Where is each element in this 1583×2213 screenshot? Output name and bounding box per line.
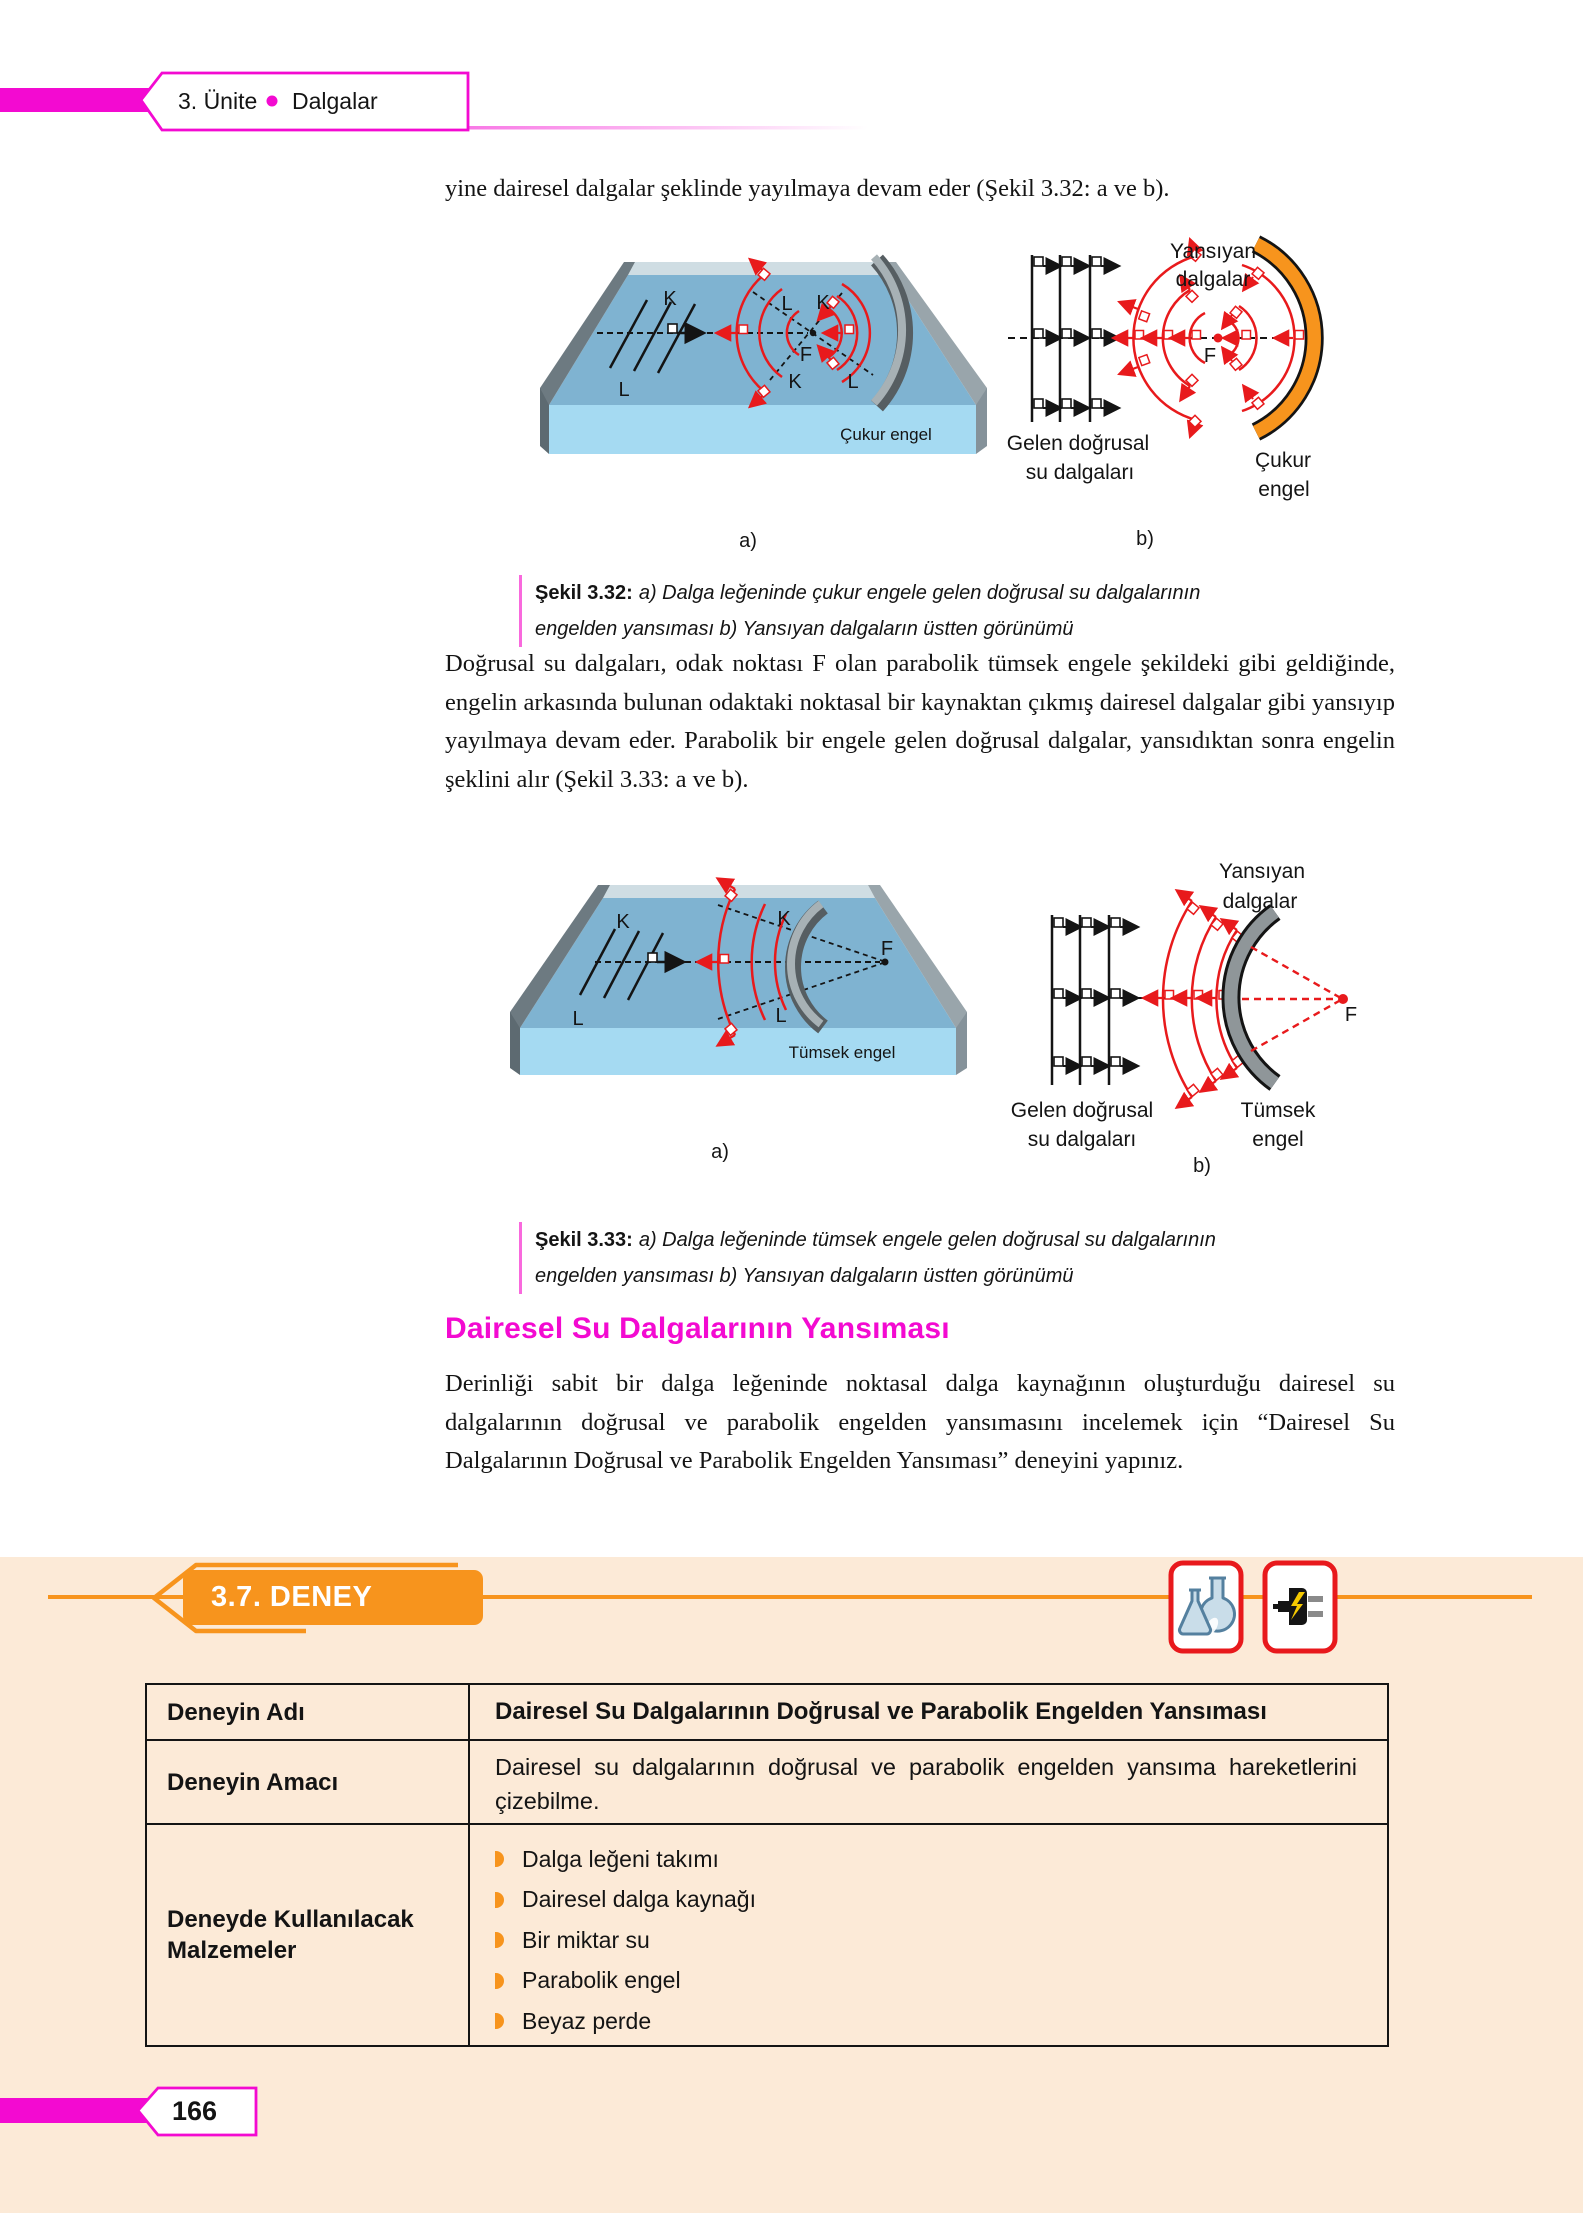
material-list-item [495,1880,1387,1921]
page-header [0,70,900,140]
label-l: L [847,371,859,393]
sub-label-a: a) [739,530,757,552]
incoming-waves-label: Gelen doğrusal [1006,432,1150,455]
caption-label: Şekil 3.32: [535,582,633,604]
header-tail-line [468,126,868,130]
experiment-badge-label: 3.7. DENEY [211,1581,373,1613]
sub-label-b: b) [1136,528,1154,550]
reflected-waves-label: Yansıyan [1170,240,1256,263]
caption-text: a) Dalga leğeninde çukur engele gelen doğrusal su dalgalarının engelden yansıması b) Yansıyan dalgaların üstten görünümü [535,582,1201,640]
experiment-badge [183,1570,483,1625]
paragraph-1: Doğrusal su dalgaları, odak noktası F olan parabolik tümsek engele şekildeki gibi geldiğinde, engelin arkasında bulunan odaktaki noktasal bir kaynaktan çıkmış dairesel dalgalar gibi yansıyıp yayılmaya devam eder. Parabolik bir engele gelen doğrusal dalgalar, yansıdıktan sonra engelin şeklini alır (Şekil 3.33: a ve b). [445,650,1395,793]
material-label: Dairesel dalga kaynağı [522,1886,756,1913]
flask-icon [1168,1560,1244,1654]
label-k: K [663,288,677,310]
figure-3-33-caption [519,1222,1255,1294]
obstacle-label: engel [1252,1128,1304,1151]
bullet-icon [495,2013,504,2029]
page-number: 166 [172,2096,218,2126]
table-row-purpose-value: Dairesel su dalgalarının doğrusal ve parabolik engelden yansıma hareketlerini çizebilme. [468,1739,1387,1823]
figure-3-33-panel-a [490,832,970,1162]
table-row-purpose-label: Deneyin Amacı [147,1739,468,1823]
obstacle-label: Tümsek [1240,1099,1316,1122]
label-f: F [799,344,813,366]
table-row-materials-label: Deneyde Kullanılacak Malzemeler [147,1823,468,2045]
table-row-name-label: Deneyin Adı [167,1698,305,1726]
label-l: L [618,379,630,401]
label-f: F [880,938,894,960]
material-list-item [495,1839,1387,1880]
incoming-waves-label: Gelen doğrusal [1010,1099,1154,1122]
table-row-name-value: Dairesel Su Dalgalarının Doğrusal ve Parabolik Engelden Yansıması [468,1685,1387,1739]
label-l: L [775,1005,787,1027]
sub-label-b: b) [1193,1155,1211,1177]
focus-point [810,330,816,336]
label-l: L [572,1008,584,1030]
unit-title: Dalgalar [292,88,378,114]
label-f: F [1344,1004,1358,1026]
label-k: K [777,908,791,930]
caption-text: a) Dalga leğeninde tümsek engele gelen doğrusal su dalgalarının engelden yansıması b) Yansıyan dalgaların üstten görünümü [535,1229,1216,1287]
figure-3-33-panel-b [990,820,1370,1180]
header-bar [0,88,153,112]
virtual-focus-rays [1242,947,1339,1051]
reflected-waves-label: dalgalar [1222,890,1298,913]
bullet-icon [495,1892,504,1908]
obstacle-label: engel [1258,478,1310,501]
separator-dot-icon [267,96,278,107]
caption-label: Şekil 3.33: [535,1229,633,1251]
incident-direction-arrows [1034,257,1116,408]
intro-paragraph: yine dairesel dalgalar şeklinde yayılmaya devam eder (Şekil 3.32: a ve b). [445,175,1170,202]
figure-3-32-panel-b [960,220,1360,550]
material-label: Beyaz perde [522,2007,652,2034]
wave-tank [510,885,967,1075]
figure-3-32-caption [519,575,1255,647]
material-label: Dalga leğeni takımı [522,1845,719,1872]
obstacle-label: Tümsek engel [788,1043,896,1062]
focus-point [1338,994,1348,1004]
bullet-icon [495,1851,504,1867]
experiment-table [145,1683,1389,2047]
obstacle-label: Çukur engel [840,425,932,444]
reflected-waves-label: Yansıyan [1219,860,1305,883]
incoming-waves-label: su dalgaları [1027,1128,1137,1151]
label-f: F [1203,345,1217,367]
reflected-waves-label: dalgalar [1175,268,1251,291]
label-l: L [781,293,793,315]
figure-3-32-panel-a [540,222,990,552]
obstacle-label: Çukur [1254,449,1312,472]
label-k: K [816,292,830,314]
label-k: K [616,911,630,933]
material-list-item [495,2001,1387,2042]
material-list-item [495,1961,1387,2002]
focus-point [1214,334,1223,343]
bullet-icon [495,1973,504,1989]
material-label: Parabolik engel [522,1967,681,1994]
footer-bar [0,2098,152,2123]
material-label: Bir miktar su [522,1926,650,1953]
material-list-item [495,1920,1387,1961]
unit-label: 3. Ünite [178,88,258,114]
sub-label-a: a) [711,1141,729,1162]
incoming-waves-label: su dalgaları [1025,461,1135,484]
incident-direction-arrows [1054,918,1135,1066]
label-k: K [788,371,802,393]
paragraph-2: Derinliği sabit bir dalga leğeninde noktasal dalga kaynağının oluşturduğu dairesel su dalgalarının doğrusal ve parabolik engelden yansımasını incelemek için “Dairesel Su Dalgalarının Doğrusal ve Parabolik Engelden Yansıması” deneyini yapınız. [445,1370,1395,1474]
page-footer [0,2085,340,2140]
bullet-icon [495,1932,504,1948]
table-row-materials-value [468,1823,1387,2045]
section-heading: Dairesel Su Dalgalarının Yansıması [445,1312,950,1345]
plug-icon [1262,1560,1338,1654]
